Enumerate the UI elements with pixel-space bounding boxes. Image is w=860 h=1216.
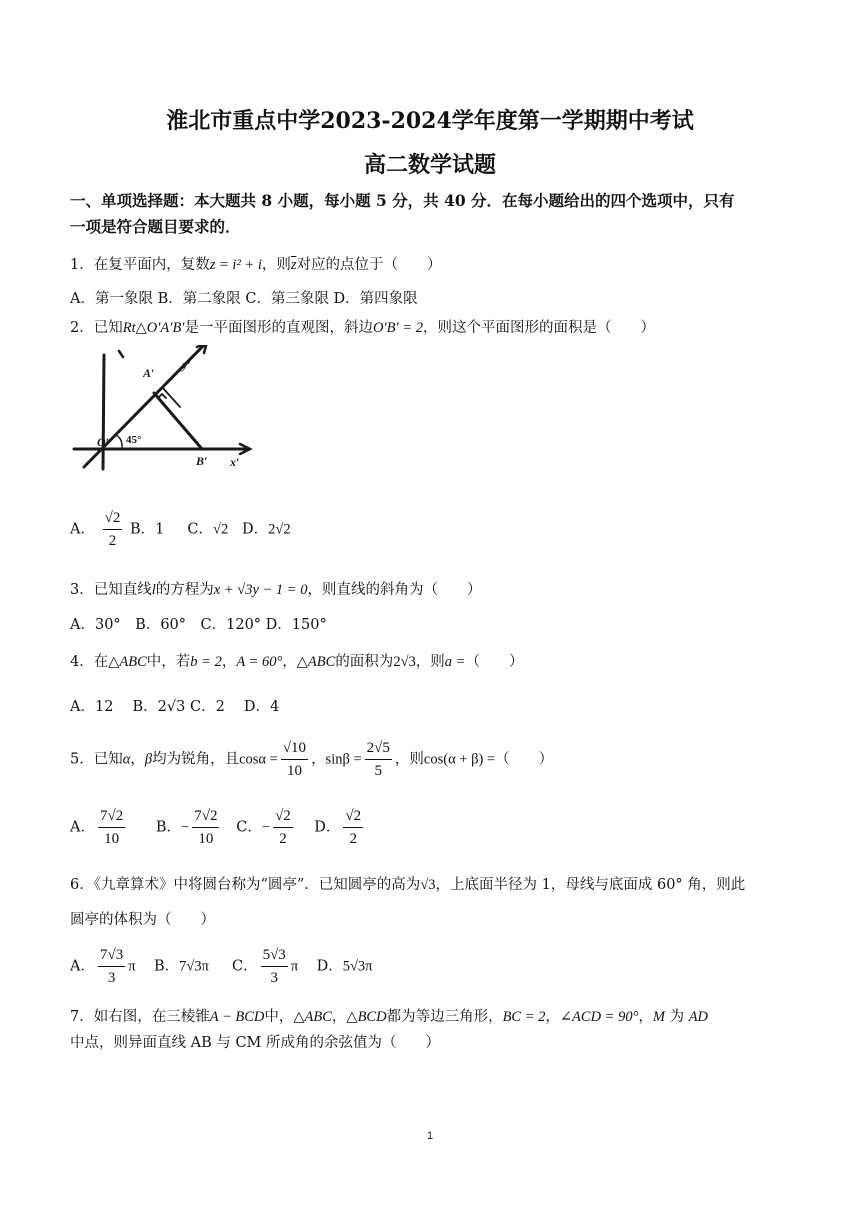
label-angle: 45°	[126, 434, 142, 446]
q3-l: l	[151, 582, 156, 598]
q2-opt-c: C．	[187, 521, 213, 538]
q5-c-den: 2	[279, 831, 287, 847]
q7-m2: ，	[331, 1009, 347, 1025]
q7-bc: BC = 2	[502, 1009, 546, 1025]
q5-d-num: √2	[343, 805, 363, 828]
q6-a-pi: π	[128, 958, 136, 975]
page-number: 1	[426, 1130, 434, 1142]
q5-sep: ，	[130, 751, 145, 768]
q5-options	[70, 805, 366, 850]
label-A: A′	[143, 366, 155, 380]
q4-area: 2√3	[393, 654, 416, 670]
q6-opt-a-fraction	[98, 944, 125, 989]
q6-line1-prefix: 6．《九章算术》中将圆台称为“圆亭”．已知圆亭的高为	[70, 877, 421, 893]
q3-prefix: 3．已知直线	[70, 582, 152, 598]
q6-line1-suffix: ，上底面半径为 1，母线与底面成 60° 角，则此	[435, 877, 746, 893]
q5-d-den: 2	[349, 831, 357, 847]
q4-mid1: 中，若	[146, 654, 191, 670]
angle-arc	[116, 435, 122, 449]
label-x: x′	[230, 455, 240, 469]
q5-a-num: 7√2	[98, 805, 125, 828]
q4-suffix: （ ）	[465, 654, 524, 670]
q3-options: A．30° B．60° C．120° D．150°	[70, 617, 327, 633]
q7-m1: 中，	[264, 1009, 294, 1025]
q5-opt-a: A．	[70, 819, 95, 836]
q6-height: √3	[420, 877, 436, 893]
section-heading-line1: 一、单项选择题：本大题共 8 小题，每小题 5 分，共 40 分．在每小题给出的四个选项中，只有	[70, 191, 735, 210]
exam-title: 淮北市重点中学2023-2024学年度第一学期期中考试	[166, 108, 694, 134]
oblique-projection-figure	[70, 345, 255, 475]
exam-subtitle: 高二数学试题	[363, 152, 496, 178]
q2-opt-b: B．1	[129, 521, 165, 538]
question-3	[70, 578, 481, 599]
q4-tri2: △ABC	[296, 654, 336, 670]
q7-t2: △BCD	[346, 1009, 387, 1025]
q2-mid: 是一平面图形的直观图，斜边	[184, 320, 373, 336]
question-6-line2: 圆亭的体积为（ ）	[70, 912, 215, 928]
q5-cos: cosα =	[239, 751, 278, 768]
q6-d-val: 5√3π	[342, 958, 373, 975]
q5-ask: ，则	[394, 751, 424, 768]
q5-b-den: 10	[198, 831, 214, 847]
q6-a-num: 7√3	[98, 944, 125, 967]
q4-mid3: ，	[282, 654, 297, 670]
q5-mid: 均为锐角，且	[152, 751, 240, 768]
q4-a: a =	[444, 654, 466, 670]
side-AB	[154, 393, 202, 449]
label-O: O′	[97, 435, 110, 449]
q6-opt-b: B．	[153, 958, 180, 975]
q6-options	[70, 944, 373, 989]
q5-opt-c-fraction	[273, 805, 293, 850]
q4-mid5: ，则	[415, 654, 445, 670]
q5-cos-fraction	[281, 737, 308, 782]
q5-b-sign: −	[181, 819, 190, 836]
axis-tick	[119, 351, 123, 357]
q5-sin: ，sinβ =	[311, 751, 362, 768]
q6-b-val: 7√3π	[179, 958, 209, 975]
q5-opt-a-fraction	[98, 805, 125, 850]
question-6-line1	[70, 873, 745, 894]
q3-suffix: ，则直线的斜角为（ ）	[307, 582, 482, 598]
q5-cossum: cos(α + β) =	[423, 751, 496, 768]
question-7-line1	[70, 1005, 708, 1026]
q2-opt-a-den: 2	[108, 533, 117, 549]
q5-cos-den: 10	[286, 763, 302, 779]
q7-t1: △ABC	[293, 1009, 332, 1025]
q2-prefix: 2．已知	[70, 320, 123, 336]
right-angle-mark	[158, 394, 166, 398]
q7-tetrahedron: A − BCD	[209, 1009, 265, 1025]
q4-A: A = 60°	[236, 654, 283, 670]
q6-opt-c: C．	[231, 958, 258, 975]
section-heading-line2: 一项是符合题目要求的．	[70, 217, 241, 236]
q5-sin-den: 5	[374, 763, 383, 779]
q5-sin-num: 2√5	[365, 737, 392, 760]
q2-suffix: ，则这个平面图形的面积是（ ）	[422, 320, 655, 336]
q5-opt-c: C．	[236, 819, 262, 836]
question-1	[70, 253, 442, 274]
q7-m3: 都为等边三角形，	[386, 1009, 503, 1025]
q5-c-num: √2	[273, 805, 293, 828]
q2-opt-c-val: √2	[212, 521, 229, 538]
q5-opt-b: B．	[155, 819, 182, 836]
question-7-line2: 中点，则异面直线 AB 与 CM 所成角的余弦值为（ ）	[70, 1035, 441, 1051]
q6-opt-c-fraction	[261, 944, 288, 989]
question-5	[70, 737, 553, 782]
q5-b-num: 7√2	[192, 805, 219, 828]
q7-AD: AD	[688, 1009, 709, 1025]
q1-expr: z = i² + i	[209, 257, 262, 273]
q4-mid4: 的面积为	[335, 654, 394, 670]
q2-opt-a-fraction	[103, 507, 123, 552]
q7-m4: ，	[545, 1009, 560, 1025]
q5-opt-b-fraction	[192, 805, 219, 850]
q1-prefix: 1．在复平面内，复数	[70, 257, 210, 273]
q5-prefix: 5．已知	[70, 751, 123, 768]
q4-b: b = 2	[190, 654, 222, 670]
q7-M: M	[652, 1009, 665, 1025]
q4-tri: △ABC	[108, 654, 147, 670]
q2-opt-a: A．	[70, 521, 95, 538]
q1-suffix: 对应的点位于（ ）	[296, 257, 442, 273]
q5-sin-fraction	[365, 737, 392, 782]
label-B: B′	[196, 454, 208, 468]
q6-c-pi: π	[290, 958, 299, 975]
q4-prefix: 4．在	[70, 654, 109, 670]
q7-m5: ，	[638, 1009, 653, 1025]
q2-options	[70, 507, 291, 552]
q7-prefix: 7．如右图，在三棱锥	[70, 1009, 210, 1025]
q4-options: A．12 B．2√3 C．2 D．4	[70, 699, 280, 715]
q6-opt-a: A．	[70, 958, 95, 975]
q5-opt-d-fraction	[343, 805, 363, 850]
q6-c-num: 5√3	[261, 944, 288, 967]
q2-opt-d: D．	[242, 521, 269, 538]
q5-a-den: 10	[104, 831, 120, 847]
q5-opt-d: D．	[314, 819, 341, 836]
q7-m6: 为	[664, 1009, 689, 1025]
question-2	[70, 316, 655, 337]
q5-beta: β	[144, 751, 153, 768]
q7-acd: ∠ACD = 90°	[559, 1009, 639, 1025]
q1-mid: ，则	[261, 257, 291, 273]
q2-opt-a-num: √2	[103, 507, 123, 530]
q1-zbar: $\overline{z}$	[290, 257, 297, 273]
q5-c-sign: −	[261, 819, 271, 836]
q6-c-den: 3	[270, 970, 278, 986]
q1-options: A．第一象限 B．第二象限 C．第三象限 D．第四象限	[70, 291, 418, 307]
q3-eq: x + √3y − 1 = 0	[213, 582, 308, 598]
q2-triangle: Rt△O′A′B′	[122, 320, 185, 336]
q5-alpha: α	[122, 751, 131, 768]
q5-suffix: （ ）	[495, 751, 554, 768]
q3-mid: 的方程为	[155, 582, 214, 598]
q2-eq: O′B′ = 2	[372, 320, 423, 336]
vertical-axis	[103, 355, 104, 469]
q5-cos-num: √10	[281, 737, 308, 760]
q6-opt-d: D．	[316, 958, 343, 975]
q4-mid2: ，	[221, 654, 237, 670]
q2-opt-d-val: 2√2	[268, 521, 291, 538]
question-4	[70, 650, 523, 671]
q6-a-den: 3	[107, 970, 116, 986]
label-y: y′	[182, 358, 191, 372]
